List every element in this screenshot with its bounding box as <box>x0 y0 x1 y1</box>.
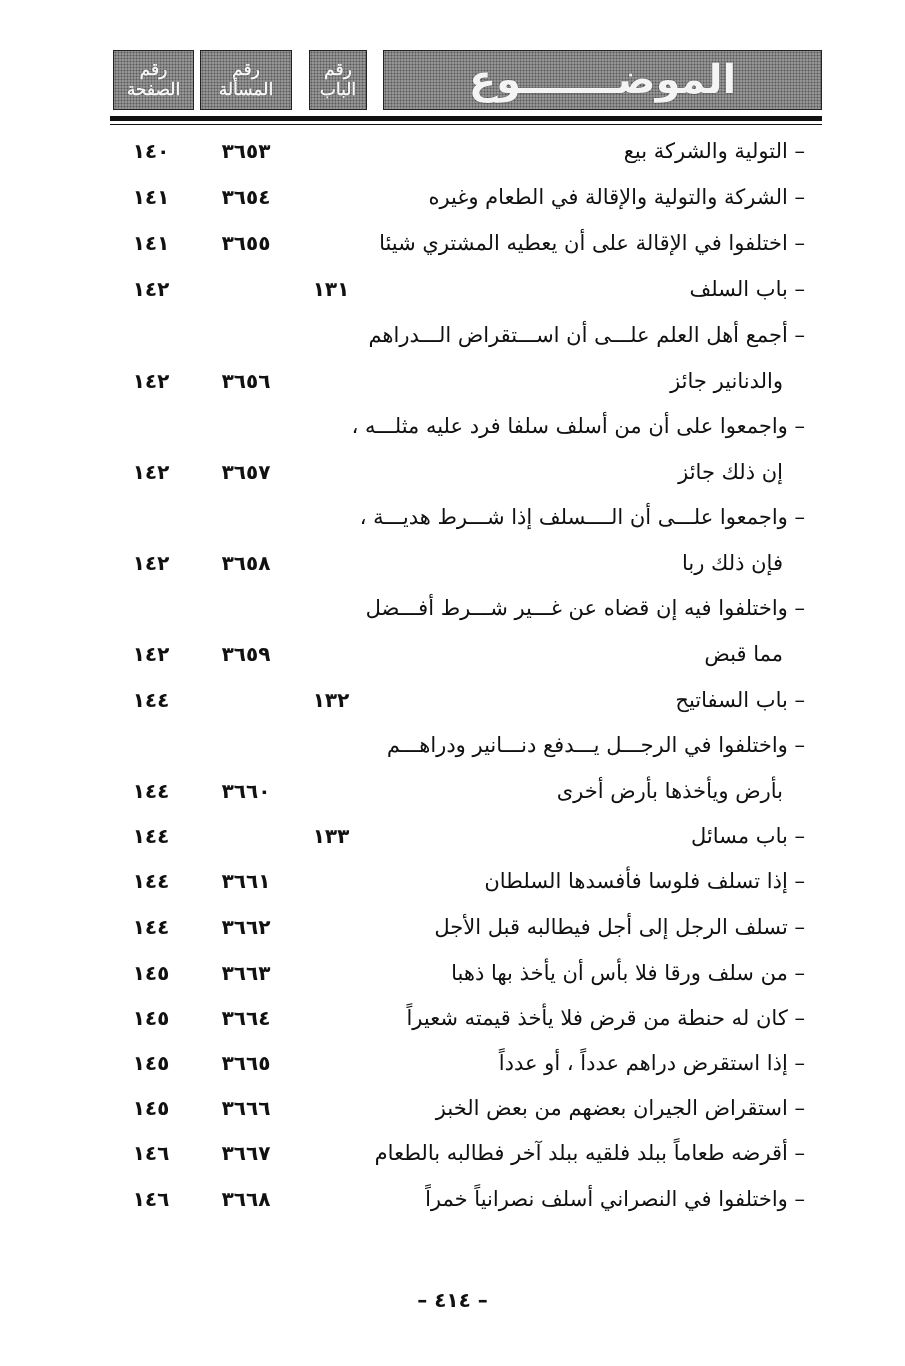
issue-number: ٣٦٥٤ <box>221 185 271 209</box>
table-row <box>0 677 905 723</box>
issue-number: ٣٦٥٩ <box>221 642 271 666</box>
issue-number: ٣٦٦٣ <box>221 961 271 985</box>
table-row <box>0 631 905 677</box>
issue-number: ٣٦٥٥ <box>221 231 271 255</box>
table-row <box>0 858 905 904</box>
table-row <box>0 1176 905 1222</box>
page-number-cell: ١٤٤ <box>132 824 170 848</box>
header-page-line1: رقم <box>139 60 168 80</box>
page-number-cell: ١٤٥ <box>132 1006 170 1030</box>
topic-text: – واختلفوا فيه إن قضاه عن غـــير شـــرط أفـــضل <box>365 596 805 620</box>
page-number-cell: ١٤٦ <box>132 1187 170 1211</box>
table-row <box>0 220 905 266</box>
topic-text: – التولية والشركة بيع <box>623 139 805 163</box>
page-number-cell: ١٤٤ <box>132 779 170 803</box>
header-page-line2: الصفحة <box>126 80 181 100</box>
page-number: – ٤١٤ – <box>417 1288 488 1312</box>
topic-text: فإن ذلك ربا <box>681 551 783 575</box>
table-row <box>0 1130 905 1176</box>
topic-text: – باب السلف <box>689 277 805 301</box>
table-row <box>0 950 905 996</box>
topic-text: – استقراض الجيران بعضهم من بعض الخبز <box>435 1096 805 1120</box>
topic-text: إن ذلك جائز <box>678 460 783 484</box>
page-number-cell: ١٤٥ <box>132 1096 170 1120</box>
issue-number: ٣٦٥٣ <box>221 139 271 163</box>
header-topic-label: الموضـــــــوع <box>468 57 737 103</box>
topic-text: – أقرضه طعاماً ببلد فلقيه ببلد آخر فطالبه بالطعام <box>374 1141 805 1165</box>
topic-text: والدنانير جائز <box>670 369 783 393</box>
issue-number: ٣٦٦٧ <box>221 1141 271 1165</box>
topic-text: – الشركة والتولية والإقالة في الطعام وغيره <box>428 185 805 209</box>
table-row <box>0 403 905 449</box>
header-rule-thick <box>110 116 822 121</box>
page-number-cell: ١٤٢ <box>132 277 170 301</box>
page-number-cell: ١٤٥ <box>132 1051 170 1075</box>
table-row <box>0 358 905 404</box>
table-row <box>0 312 905 358</box>
topic-text: – واختلفوا في النصراني أسلف نصرانياً خمراً <box>425 1187 805 1211</box>
header-rule-thin <box>110 124 822 125</box>
issue-number: ٣٦٥٦ <box>221 369 271 393</box>
page-number-cell: ١٤٤ <box>132 869 170 893</box>
table-row <box>0 904 905 950</box>
page-number-cell: ١٤٢ <box>132 460 170 484</box>
table-row <box>0 1040 905 1086</box>
header-chapter-line2: الباب <box>319 80 357 100</box>
table-row <box>0 585 905 631</box>
topic-text: – اختلفوا في الإقالة على أن يعطيه المشتري شيئا <box>379 231 805 255</box>
issue-number: ٣٦٦٤ <box>221 1006 271 1030</box>
topic-text: – من سلف ورقا فلا بأس أن يأخذ بها ذهبا <box>451 961 805 985</box>
topic-text: – واجمعوا على أن من أسلف سلفا فرد عليه مثلـــه ، <box>351 414 805 438</box>
issue-number: ٣٦٥٨ <box>221 551 271 575</box>
table-row <box>0 540 905 586</box>
page-number-cell: ١٤٤ <box>132 915 170 939</box>
header-issue-number <box>200 50 292 110</box>
page-number-cell: ١٤١ <box>132 185 170 209</box>
page-number-cell: ١٤٢ <box>132 369 170 393</box>
table-row <box>0 494 905 540</box>
table-row <box>0 768 905 814</box>
header-issue-line1: رقم <box>232 60 260 80</box>
table-row <box>0 722 905 768</box>
topic-text: – كان له حنطة من قرض فلا يأخذ قيمته شعيراً <box>406 1006 805 1030</box>
issue-number: ٣٦٦٨ <box>221 1187 271 1211</box>
issue-number: ٣٦٦٥ <box>221 1051 271 1075</box>
chapter-number: ١٣٢ <box>312 688 350 712</box>
header-chapter-line1: رقم <box>324 60 352 80</box>
page-number-cell: ١٤٥ <box>132 961 170 985</box>
page-number-cell: ١٤٠ <box>132 139 170 163</box>
issue-number: ٣٦٦٦ <box>221 1096 271 1120</box>
topic-text: – إذا استقرض دراهم عدداً ، أو عدداً <box>498 1051 805 1075</box>
table-row <box>0 995 905 1041</box>
page-number-cell: ١٤١ <box>132 231 170 255</box>
chapter-number: ١٣٣ <box>312 824 350 848</box>
page-number-cell: ١٤٤ <box>132 688 170 712</box>
topic-text: – واجمعوا علـــى أن الــــسلف إذا شـــرط هديـــة ، <box>359 505 805 529</box>
topic-text: بأرض ويأخذها بأرض أخرى <box>556 779 783 803</box>
topic-text: – باب مسائل <box>691 824 805 848</box>
page-number-cell: ١٤٦ <box>132 1141 170 1165</box>
page-number-cell: ١٤٢ <box>132 642 170 666</box>
table-row <box>0 813 905 859</box>
table-row <box>0 449 905 495</box>
header-page-number <box>113 50 194 110</box>
table-row <box>0 128 905 174</box>
topic-text: – تسلف الرجل إلى أجل فيطالبه قبل الأجل <box>434 915 805 939</box>
topic-text: – باب السفاتيح <box>675 688 805 712</box>
page-number-cell: ١٤٢ <box>132 551 170 575</box>
header-chapter-number <box>309 50 367 110</box>
topic-text: – أجمع أهل العلم علـــى أن اســـتقراض الـــدراهم <box>368 323 805 347</box>
issue-number: ٣٦٥٧ <box>221 460 271 484</box>
header-issue-line2: المسألة <box>218 80 274 100</box>
issue-number: ٣٦٦٠ <box>221 779 271 803</box>
topic-text: مما قبض <box>704 642 783 666</box>
chapter-number: ١٣١ <box>312 277 350 301</box>
issue-number: ٣٦٦١ <box>221 869 271 893</box>
table-row <box>0 174 905 220</box>
topic-text: – واختلفوا في الرجـــل يـــدفع دنـــانير ودراهـــم <box>386 733 805 757</box>
header-topic <box>383 50 822 110</box>
table-row <box>0 266 905 312</box>
topic-text: – إذا تسلف فلوسا فأفسدها السلطان <box>484 869 805 893</box>
issue-number: ٣٦٦٢ <box>221 915 271 939</box>
table-row <box>0 1085 905 1131</box>
